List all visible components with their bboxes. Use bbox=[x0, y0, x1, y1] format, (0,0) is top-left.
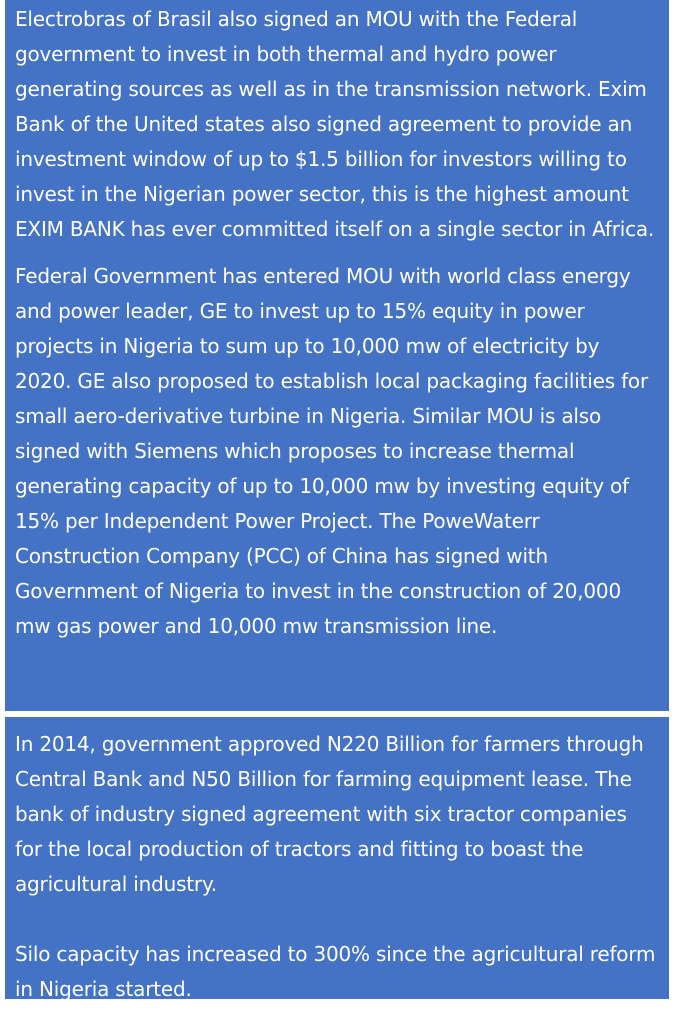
silo-capacity-paragraph: Silo capacity has increased to 300% since the agricultural reform in Nigeria started. bbox=[15, 942, 656, 1001]
farm-funding-paragraph: In 2014, government approved N220 Billion for farmers through Central Bank and N50 Billion for farming equipment lease. The bank of industry signed agreement with six tractor companies for the local production of tractors and fitting to boast the agricultural industry. bbox=[15, 732, 644, 896]
ge-siemens-pcc-paragraph: Federal Government has entered MOU with world class energy and power leader, GE to invest up to 15% equity in power projects in Nigeria to sum up to 10,000 mw of electricity by 2020. GE also proposed to establish local packaging facilities for small aero-derivative turbine in Nigeria. Similar MOU is also signed with Siemens which proposes to increase thermal generating capacity of up to 10,000 mw by investing equity of 15% per Independent Power Project. The PoweWaterr Construction Company (PCC) of China has signed with Government of Nigeria to invest in the construction of 20,000 mw gas power and 10,000 mw transmission line. bbox=[15, 264, 648, 638]
agriculture-text-box bbox=[5, 717, 669, 999]
electrobras-exim-paragraph: Electrobras of Brasil also signed an MOU with the Federal government to invest in both thermal and hydro power generating sources as well as in the transmission network. Exim Bank of the United states also signed agreement to provide an investment window of up to $1.5 billion for investors willing to invest in the Nigerian power sector, this is the highest amount EXIM BANK has ever committed itself on a single sector in Africa. bbox=[15, 7, 655, 241]
power-sector-text-box bbox=[5, 0, 669, 711]
